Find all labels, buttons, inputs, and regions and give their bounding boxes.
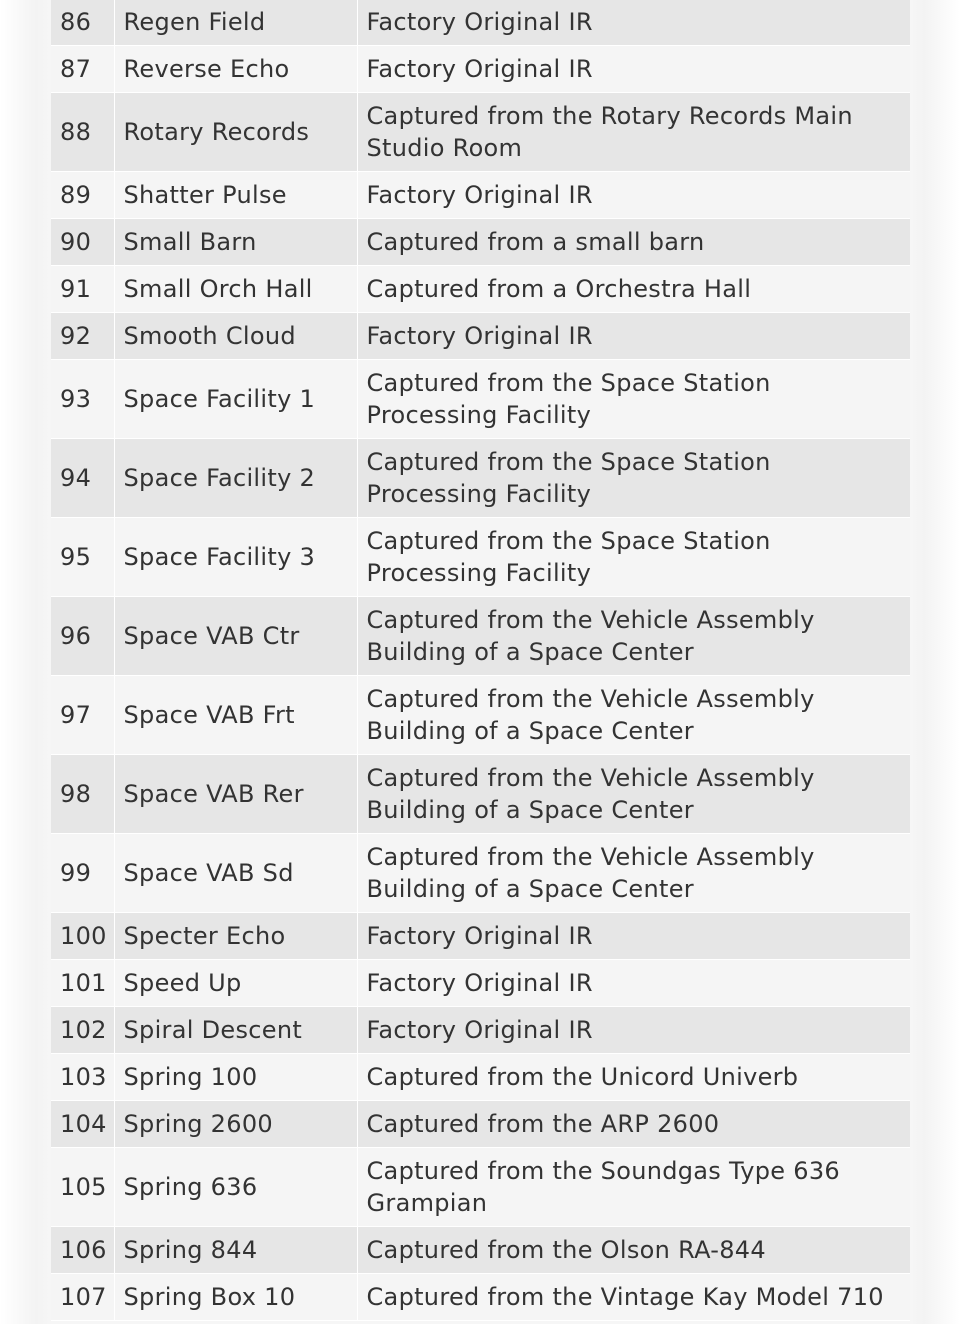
ir-description-cell: Captured from the Vintage Kay Model 710 [357, 1274, 910, 1321]
ir-name-cell: Space VAB Sd [114, 834, 357, 913]
table-row [51, 597, 910, 676]
table-row [51, 518, 910, 597]
table-body [51, 0, 910, 1321]
ir-number-cell: 96 [51, 597, 114, 676]
ir-number-cell: 99 [51, 834, 114, 913]
ir-description-cell: Factory Original IR [357, 313, 910, 360]
table-row [51, 0, 910, 46]
ir-name-cell: Spring 2600 [114, 1101, 357, 1148]
ir-description-cell: Factory Original IR [357, 1007, 910, 1054]
ir-name-cell: Spring Box 10 [114, 1274, 357, 1321]
ir-description-cell: Factory Original IR [357, 46, 910, 93]
ir-description-cell: Captured from a Orchestra Hall [357, 266, 910, 313]
ir-name-cell: Small Orch Hall [114, 266, 357, 313]
ir-description-cell: Captured from the Soundgas Type 636 Grampian [357, 1148, 910, 1227]
table-row [51, 1274, 910, 1321]
ir-description-cell: Factory Original IR [357, 0, 910, 46]
ir-number-cell: 97 [51, 676, 114, 755]
ir-name-cell: Small Barn [114, 219, 357, 266]
ir-number-cell: 106 [51, 1227, 114, 1274]
ir-number-cell: 101 [51, 960, 114, 1007]
table-row [51, 172, 910, 219]
ir-name-cell: Space VAB Rer [114, 755, 357, 834]
ir-description-cell: Captured from the ARP 2600 [357, 1101, 910, 1148]
ir-number-cell: 91 [51, 266, 114, 313]
ir-description-cell: Captured from the Vehicle Assembly Building of a Space Center [357, 834, 910, 913]
table-row [51, 755, 910, 834]
table-row [51, 1054, 910, 1101]
table-row [51, 219, 910, 266]
table-row [51, 834, 910, 913]
ir-number-cell: 88 [51, 93, 114, 172]
ir-name-cell: Spring 636 [114, 1148, 357, 1227]
ir-name-cell: Spring 844 [114, 1227, 357, 1274]
ir-number-cell: 103 [51, 1054, 114, 1101]
ir-number-cell: 102 [51, 1007, 114, 1054]
table-row [51, 960, 910, 1007]
ir-name-cell: Space Facility 2 [114, 439, 357, 518]
table-row [51, 93, 910, 172]
impulse-response-table [51, 0, 910, 1321]
ir-name-cell: Spring 100 [114, 1054, 357, 1101]
ir-number-cell: 95 [51, 518, 114, 597]
ir-number-cell: 86 [51, 0, 114, 46]
ir-description-cell: Factory Original IR [357, 960, 910, 1007]
ir-number-cell: 104 [51, 1101, 114, 1148]
ir-name-cell: Spiral Descent [114, 1007, 357, 1054]
ir-number-cell: 98 [51, 755, 114, 834]
table-row [51, 1148, 910, 1227]
ir-number-cell: 107 [51, 1274, 114, 1321]
ir-description-cell: Captured from the Vehicle Assembly Building of a Space Center [357, 676, 910, 755]
ir-number-cell: 100 [51, 913, 114, 960]
ir-description-cell: Factory Original IR [357, 172, 910, 219]
ir-description-cell: Captured from the Vehicle Assembly Building of a Space Center [357, 755, 910, 834]
ir-name-cell: Regen Field [114, 0, 357, 46]
table-row [51, 439, 910, 518]
ir-description-cell: Factory Original IR [357, 913, 910, 960]
table-row [51, 313, 910, 360]
ir-name-cell: Reverse Echo [114, 46, 357, 93]
ir-description-cell: Captured from a small barn [357, 219, 910, 266]
ir-name-cell: Shatter Pulse [114, 172, 357, 219]
table-row [51, 913, 910, 960]
table-row [51, 1101, 910, 1148]
ir-name-cell: Space VAB Ctr [114, 597, 357, 676]
ir-name-cell: Space VAB Frt [114, 676, 357, 755]
ir-name-cell: Specter Echo [114, 913, 357, 960]
ir-description-cell: Captured from the Rotary Records Main Studio Room [357, 93, 910, 172]
ir-description-cell: Captured from the Space Station Processing Facility [357, 518, 910, 597]
table-row [51, 676, 910, 755]
ir-name-cell: Smooth Cloud [114, 313, 357, 360]
ir-description-cell: Captured from the Olson RA-844 [357, 1227, 910, 1274]
ir-name-cell: Space Facility 1 [114, 360, 357, 439]
ir-description-cell: Captured from the Unicord Univerb [357, 1054, 910, 1101]
ir-description-cell: Captured from the Space Station Processing Facility [357, 360, 910, 439]
table-row [51, 46, 910, 93]
table-row [51, 266, 910, 313]
ir-description-cell: Captured from the Space Station Processing Facility [357, 439, 910, 518]
ir-number-cell: 89 [51, 172, 114, 219]
ir-number-cell: 90 [51, 219, 114, 266]
ir-number-cell: 105 [51, 1148, 114, 1227]
ir-name-cell: Rotary Records [114, 93, 357, 172]
ir-number-cell: 92 [51, 313, 114, 360]
ir-name-cell: Speed Up [114, 960, 357, 1007]
table-row [51, 1007, 910, 1054]
ir-number-cell: 94 [51, 439, 114, 518]
ir-number-cell: 93 [51, 360, 114, 439]
table-row [51, 360, 910, 439]
table-row [51, 1227, 910, 1274]
ir-number-cell: 87 [51, 46, 114, 93]
ir-description-cell: Captured from the Vehicle Assembly Building of a Space Center [357, 597, 910, 676]
ir-name-cell: Space Facility 3 [114, 518, 357, 597]
